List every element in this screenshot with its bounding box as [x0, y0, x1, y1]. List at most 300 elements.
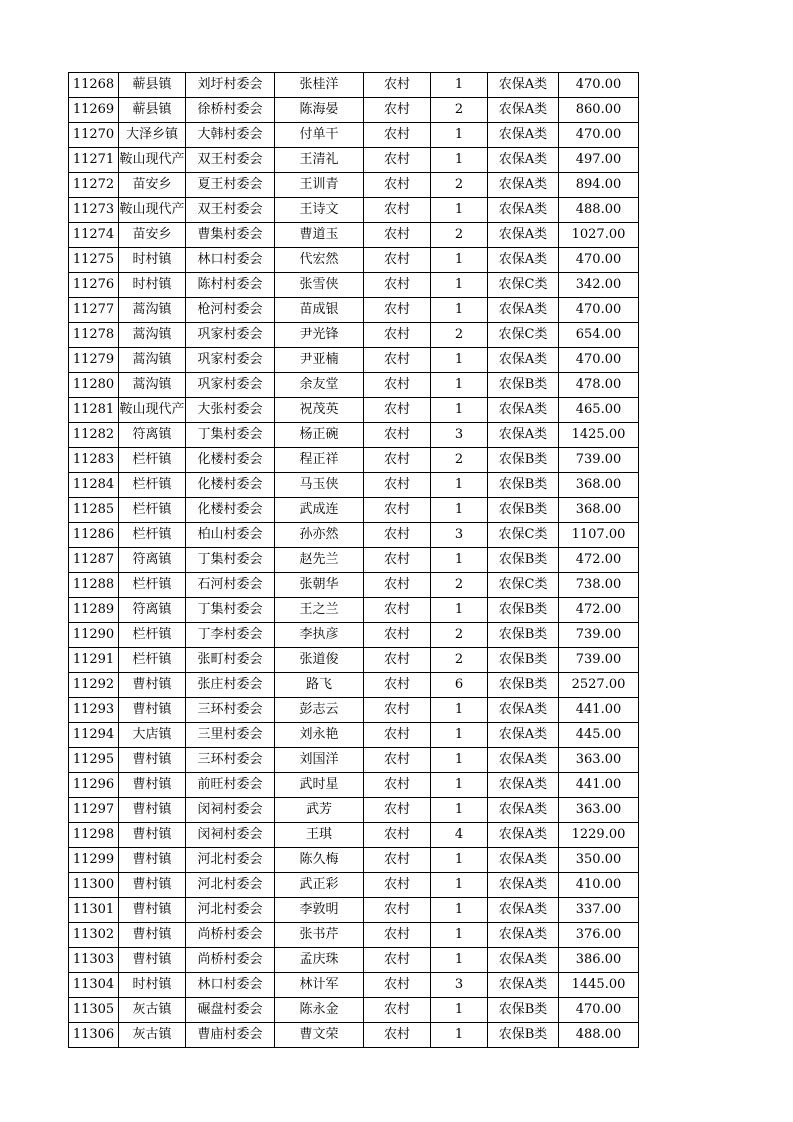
area-cell: 农村 [364, 798, 431, 823]
name-cell: 代宏然 [275, 248, 364, 273]
town-cell: 蕲县镇 [119, 98, 186, 123]
name-cell: 尹亚楠 [275, 348, 364, 373]
amount-cell: 472.00 [559, 598, 639, 623]
village-cell: 河北村委会 [186, 848, 275, 873]
amount-cell: 2527.00 [559, 673, 639, 698]
table-row [69, 73, 639, 98]
village-cell: 张庄村委会 [186, 673, 275, 698]
category-cell: 农保A类 [488, 748, 559, 773]
town-cell: 栏杆镇 [119, 623, 186, 648]
area-cell: 农村 [364, 973, 431, 998]
category-cell: 农保B类 [488, 998, 559, 1023]
amount-cell: 470.00 [559, 998, 639, 1023]
serial-cell: 11298 [69, 823, 119, 848]
name-cell: 陈海晏 [275, 98, 364, 123]
amount-cell: 470.00 [559, 348, 639, 373]
table-row [69, 223, 639, 248]
category-cell: 农保A类 [488, 223, 559, 248]
table-row [69, 973, 639, 998]
village-cell: 大韩村委会 [186, 123, 275, 148]
town-cell: 时村镇 [119, 248, 186, 273]
amount-cell: 478.00 [559, 373, 639, 398]
serial-cell: 11306 [69, 1023, 119, 1048]
serial-cell: 11272 [69, 173, 119, 198]
town-cell: 曹村镇 [119, 798, 186, 823]
town-cell: 符离镇 [119, 423, 186, 448]
count-cell: 1 [431, 248, 488, 273]
name-cell: 孟庆珠 [275, 948, 364, 973]
name-cell: 杨正碗 [275, 423, 364, 448]
village-cell: 化楼村委会 [186, 473, 275, 498]
area-cell: 农村 [364, 223, 431, 248]
category-cell: 农保B类 [488, 548, 559, 573]
category-cell: 农保B类 [488, 1023, 559, 1048]
name-cell: 彭志云 [275, 698, 364, 723]
amount-cell: 1425.00 [559, 423, 639, 448]
table-row [69, 448, 639, 473]
area-cell: 农村 [364, 448, 431, 473]
town-cell: 蕲县镇 [119, 73, 186, 98]
amount-cell: 472.00 [559, 548, 639, 573]
village-cell: 化楼村委会 [186, 448, 275, 473]
village-cell: 河北村委会 [186, 898, 275, 923]
village-cell: 刘圩村委会 [186, 73, 275, 98]
table-row [69, 848, 639, 873]
town-cell: 符离镇 [119, 548, 186, 573]
count-cell: 2 [431, 98, 488, 123]
name-cell: 余友堂 [275, 373, 364, 398]
village-cell: 河北村委会 [186, 873, 275, 898]
table-row [69, 198, 639, 223]
count-cell: 1 [431, 348, 488, 373]
category-cell: 农保A类 [488, 773, 559, 798]
count-cell: 1 [431, 898, 488, 923]
village-cell: 化楼村委会 [186, 498, 275, 523]
category-cell: 农保B类 [488, 598, 559, 623]
area-cell: 农村 [364, 323, 431, 348]
category-cell: 农保A类 [488, 423, 559, 448]
area-cell: 农村 [364, 273, 431, 298]
serial-cell: 11291 [69, 648, 119, 673]
name-cell: 李敦明 [275, 898, 364, 923]
amount-cell: 739.00 [559, 623, 639, 648]
amount-cell: 739.00 [559, 648, 639, 673]
town-cell: 蒿沟镇 [119, 298, 186, 323]
area-cell: 农村 [364, 473, 431, 498]
category-cell: 农保B类 [488, 623, 559, 648]
area-cell: 农村 [364, 948, 431, 973]
count-cell: 1 [431, 773, 488, 798]
town-cell: 苗安乡 [119, 223, 186, 248]
count-cell: 2 [431, 573, 488, 598]
count-cell: 1 [431, 373, 488, 398]
name-cell: 张桂洋 [275, 73, 364, 98]
name-cell: 武成连 [275, 498, 364, 523]
amount-cell: 350.00 [559, 848, 639, 873]
village-cell: 闵祠村委会 [186, 798, 275, 823]
table-row [69, 148, 639, 173]
area-cell: 农村 [364, 823, 431, 848]
serial-cell: 11287 [69, 548, 119, 573]
category-cell: 农保B类 [488, 473, 559, 498]
amount-cell: 368.00 [559, 498, 639, 523]
town-cell: 鞍山现代产 [119, 398, 186, 423]
area-cell: 农村 [364, 748, 431, 773]
village-cell: 大张村委会 [186, 398, 275, 423]
village-cell: 巩家村委会 [186, 323, 275, 348]
area-cell: 农村 [364, 998, 431, 1023]
town-cell: 曹村镇 [119, 873, 186, 898]
serial-cell: 11271 [69, 148, 119, 173]
table-row [69, 798, 639, 823]
area-cell: 农村 [364, 598, 431, 623]
area-cell: 农村 [364, 398, 431, 423]
serial-cell: 11281 [69, 398, 119, 423]
name-cell: 苗成银 [275, 298, 364, 323]
village-cell: 石河村委会 [186, 573, 275, 598]
name-cell: 张朝华 [275, 573, 364, 598]
name-cell: 王之兰 [275, 598, 364, 623]
village-cell: 三环村委会 [186, 698, 275, 723]
table-row [69, 123, 639, 148]
amount-cell: 1445.00 [559, 973, 639, 998]
village-cell: 张町村委会 [186, 648, 275, 673]
count-cell: 2 [431, 648, 488, 673]
serial-cell: 11282 [69, 423, 119, 448]
town-cell: 曹村镇 [119, 673, 186, 698]
area-cell: 农村 [364, 423, 431, 448]
town-cell: 大店镇 [119, 723, 186, 748]
serial-cell: 11297 [69, 798, 119, 823]
area-cell: 农村 [364, 373, 431, 398]
category-cell: 农保C类 [488, 273, 559, 298]
count-cell: 1 [431, 123, 488, 148]
area-cell: 农村 [364, 298, 431, 323]
name-cell: 张道俊 [275, 648, 364, 673]
serial-cell: 11288 [69, 573, 119, 598]
name-cell: 陈永金 [275, 998, 364, 1023]
table-row [69, 98, 639, 123]
name-cell: 尹光锋 [275, 323, 364, 348]
name-cell: 孙亦然 [275, 523, 364, 548]
table-row [69, 573, 639, 598]
town-cell: 大泽乡镇 [119, 123, 186, 148]
category-cell: 农保A类 [488, 148, 559, 173]
amount-cell: 654.00 [559, 323, 639, 348]
village-cell: 三环村委会 [186, 748, 275, 773]
serial-cell: 11295 [69, 748, 119, 773]
count-cell: 1 [431, 873, 488, 898]
category-cell: 农保C类 [488, 323, 559, 348]
area-cell: 农村 [364, 548, 431, 573]
table-row [69, 373, 639, 398]
serial-cell: 11283 [69, 448, 119, 473]
name-cell: 曹文荣 [275, 1023, 364, 1048]
category-cell: 农保A类 [488, 98, 559, 123]
amount-cell: 497.00 [559, 148, 639, 173]
count-cell: 1 [431, 998, 488, 1023]
table-row [69, 173, 639, 198]
area-cell: 农村 [364, 1023, 431, 1048]
town-cell: 曹村镇 [119, 773, 186, 798]
table-row [69, 698, 639, 723]
table-row [69, 523, 639, 548]
table-row [69, 998, 639, 1023]
category-cell: 农保A类 [488, 398, 559, 423]
count-cell: 1 [431, 148, 488, 173]
serial-cell: 11270 [69, 123, 119, 148]
town-cell: 时村镇 [119, 273, 186, 298]
town-cell: 蒿沟镇 [119, 373, 186, 398]
table-row [69, 723, 639, 748]
area-cell: 农村 [364, 248, 431, 273]
table-row [69, 1023, 639, 1048]
name-cell: 李执彦 [275, 623, 364, 648]
serial-cell: 11268 [69, 73, 119, 98]
serial-cell: 11276 [69, 273, 119, 298]
count-cell: 1 [431, 698, 488, 723]
serial-cell: 11286 [69, 523, 119, 548]
table-row [69, 623, 639, 648]
category-cell: 农保A类 [488, 973, 559, 998]
category-cell: 农保B类 [488, 448, 559, 473]
village-cell: 巩家村委会 [186, 373, 275, 398]
amount-cell: 441.00 [559, 773, 639, 798]
category-cell: 农保A类 [488, 948, 559, 973]
amount-cell: 470.00 [559, 248, 639, 273]
village-cell: 双王村委会 [186, 148, 275, 173]
area-cell: 农村 [364, 623, 431, 648]
count-cell: 1 [431, 723, 488, 748]
count-cell: 1 [431, 923, 488, 948]
town-cell: 曹村镇 [119, 848, 186, 873]
town-cell: 符离镇 [119, 598, 186, 623]
table-row [69, 348, 639, 373]
table-row [69, 923, 639, 948]
serial-cell: 11292 [69, 673, 119, 698]
name-cell: 武芳 [275, 798, 364, 823]
count-cell: 3 [431, 523, 488, 548]
area-cell: 农村 [364, 848, 431, 873]
area-cell: 农村 [364, 698, 431, 723]
amount-cell: 1229.00 [559, 823, 639, 848]
amount-cell: 363.00 [559, 748, 639, 773]
category-cell: 农保A类 [488, 298, 559, 323]
table-row [69, 823, 639, 848]
serial-cell: 11269 [69, 98, 119, 123]
table-row [69, 298, 639, 323]
serial-cell: 11299 [69, 848, 119, 873]
town-cell: 苗安乡 [119, 173, 186, 198]
serial-cell: 11302 [69, 923, 119, 948]
count-cell: 1 [431, 73, 488, 98]
village-cell: 林口村委会 [186, 973, 275, 998]
area-cell: 农村 [364, 498, 431, 523]
name-cell: 武时星 [275, 773, 364, 798]
town-cell: 栏杆镇 [119, 448, 186, 473]
amount-cell: 860.00 [559, 98, 639, 123]
count-cell: 1 [431, 1023, 488, 1048]
amount-cell: 410.00 [559, 873, 639, 898]
town-cell: 曹村镇 [119, 823, 186, 848]
table-row [69, 548, 639, 573]
name-cell: 赵先兰 [275, 548, 364, 573]
category-cell: 农保A类 [488, 898, 559, 923]
category-cell: 农保C类 [488, 523, 559, 548]
serial-cell: 11285 [69, 498, 119, 523]
town-cell: 曹村镇 [119, 948, 186, 973]
serial-cell: 11284 [69, 473, 119, 498]
table-row [69, 898, 639, 923]
name-cell: 张雪侠 [275, 273, 364, 298]
table-row [69, 423, 639, 448]
table-row [69, 398, 639, 423]
serial-cell: 11300 [69, 873, 119, 898]
count-cell: 2 [431, 448, 488, 473]
serial-cell: 11304 [69, 973, 119, 998]
village-cell: 陈村村委会 [186, 273, 275, 298]
area-cell: 农村 [364, 673, 431, 698]
category-cell: 农保B类 [488, 498, 559, 523]
serial-cell: 11305 [69, 998, 119, 1023]
amount-cell: 445.00 [559, 723, 639, 748]
serial-cell: 11296 [69, 773, 119, 798]
village-cell: 徐桥村委会 [186, 98, 275, 123]
category-cell: 农保A类 [488, 823, 559, 848]
category-cell: 农保A类 [488, 698, 559, 723]
area-cell: 农村 [364, 523, 431, 548]
table-row [69, 648, 639, 673]
village-cell: 丁李村委会 [186, 623, 275, 648]
area-cell: 农村 [364, 173, 431, 198]
town-cell: 蒿沟镇 [119, 323, 186, 348]
table-row [69, 473, 639, 498]
town-cell: 栏杆镇 [119, 523, 186, 548]
amount-cell: 342.00 [559, 273, 639, 298]
village-cell: 曹庙村委会 [186, 1023, 275, 1048]
town-cell: 栏杆镇 [119, 648, 186, 673]
amount-cell: 488.00 [559, 1023, 639, 1048]
village-cell: 枪河村委会 [186, 298, 275, 323]
area-cell: 农村 [364, 648, 431, 673]
village-cell: 夏王村委会 [186, 173, 275, 198]
count-cell: 1 [431, 298, 488, 323]
area-cell: 农村 [364, 98, 431, 123]
town-cell: 蒿沟镇 [119, 348, 186, 373]
area-cell: 农村 [364, 348, 431, 373]
village-cell: 丁集村委会 [186, 598, 275, 623]
serial-cell: 11279 [69, 348, 119, 373]
amount-cell: 1027.00 [559, 223, 639, 248]
count-cell: 1 [431, 548, 488, 573]
amount-cell: 488.00 [559, 198, 639, 223]
area-cell: 农村 [364, 198, 431, 223]
village-cell: 丁集村委会 [186, 548, 275, 573]
name-cell: 马玉侠 [275, 473, 364, 498]
count-cell: 1 [431, 948, 488, 973]
area-cell: 农村 [364, 148, 431, 173]
area-cell: 农村 [364, 573, 431, 598]
town-cell: 曹村镇 [119, 748, 186, 773]
amount-cell: 1107.00 [559, 523, 639, 548]
area-cell: 农村 [364, 873, 431, 898]
records-table [68, 72, 639, 1048]
category-cell: 农保A类 [488, 198, 559, 223]
amount-cell: 470.00 [559, 123, 639, 148]
category-cell: 农保A类 [488, 248, 559, 273]
serial-cell: 11294 [69, 723, 119, 748]
table-row [69, 748, 639, 773]
table-body [69, 73, 639, 1048]
amount-cell: 337.00 [559, 898, 639, 923]
village-cell: 双王村委会 [186, 198, 275, 223]
count-cell: 1 [431, 798, 488, 823]
serial-cell: 11275 [69, 248, 119, 273]
name-cell: 王诗文 [275, 198, 364, 223]
name-cell: 祝茂英 [275, 398, 364, 423]
category-cell: 农保B类 [488, 673, 559, 698]
town-cell: 栏杆镇 [119, 573, 186, 598]
amount-cell: 376.00 [559, 923, 639, 948]
category-cell: 农保A类 [488, 923, 559, 948]
category-cell: 农保A类 [488, 173, 559, 198]
category-cell: 农保C类 [488, 573, 559, 598]
table-row [69, 323, 639, 348]
area-cell: 农村 [364, 923, 431, 948]
village-cell: 林口村委会 [186, 248, 275, 273]
count-cell: 6 [431, 673, 488, 698]
count-cell: 1 [431, 273, 488, 298]
town-cell: 时村镇 [119, 973, 186, 998]
count-cell: 1 [431, 198, 488, 223]
count-cell: 1 [431, 498, 488, 523]
count-cell: 2 [431, 173, 488, 198]
serial-cell: 11274 [69, 223, 119, 248]
table-row [69, 673, 639, 698]
area-cell: 农村 [364, 773, 431, 798]
amount-cell: 739.00 [559, 448, 639, 473]
name-cell: 曹道玉 [275, 223, 364, 248]
count-cell: 1 [431, 748, 488, 773]
serial-cell: 11301 [69, 898, 119, 923]
serial-cell: 11273 [69, 198, 119, 223]
name-cell: 王清礼 [275, 148, 364, 173]
name-cell: 路飞 [275, 673, 364, 698]
village-cell: 柏山村委会 [186, 523, 275, 548]
table-row [69, 273, 639, 298]
amount-cell: 363.00 [559, 798, 639, 823]
table-row [69, 873, 639, 898]
town-cell: 灰古镇 [119, 1023, 186, 1048]
village-cell: 闵祠村委会 [186, 823, 275, 848]
village-cell: 三里村委会 [186, 723, 275, 748]
count-cell: 1 [431, 598, 488, 623]
category-cell: 农保B类 [488, 373, 559, 398]
name-cell: 王琪 [275, 823, 364, 848]
table-row [69, 948, 639, 973]
town-cell: 栏杆镇 [119, 498, 186, 523]
village-cell: 尚桥村委会 [186, 923, 275, 948]
name-cell: 张书芹 [275, 923, 364, 948]
count-cell: 2 [431, 223, 488, 248]
name-cell: 付单干 [275, 123, 364, 148]
category-cell: 农保A类 [488, 123, 559, 148]
serial-cell: 11303 [69, 948, 119, 973]
serial-cell: 11293 [69, 698, 119, 723]
amount-cell: 368.00 [559, 473, 639, 498]
count-cell: 1 [431, 848, 488, 873]
category-cell: 农保A类 [488, 848, 559, 873]
